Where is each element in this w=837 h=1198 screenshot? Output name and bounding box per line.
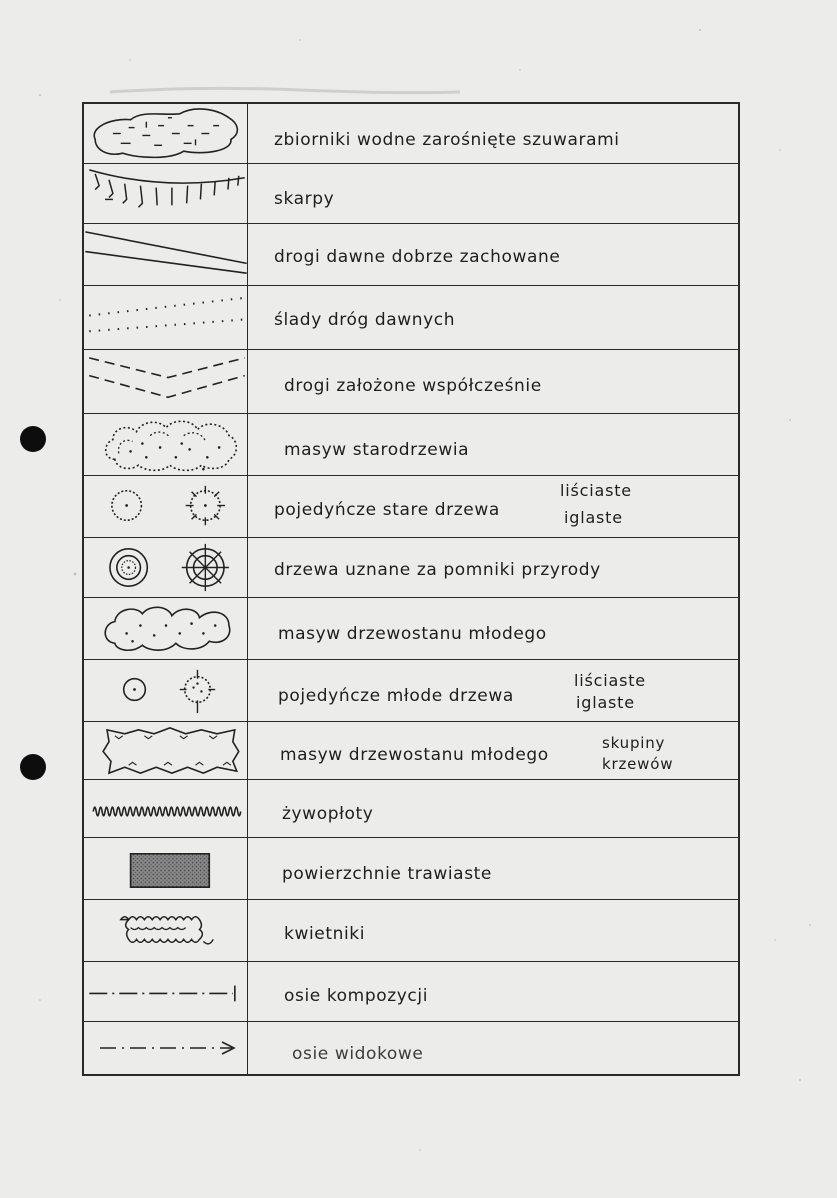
legend-label: powierzchnie trawiaste: [282, 864, 492, 884]
legend-table: [82, 102, 740, 1076]
legend-row: [84, 1022, 738, 1074]
legend-row: [84, 164, 738, 224]
side-label-bottom: iglaste: [564, 508, 623, 527]
legend-row: [84, 224, 738, 286]
legend-label: żywopłoty: [282, 804, 374, 824]
side-label-bottom: iglaste: [576, 693, 635, 712]
monument-trees-icon: [84, 538, 248, 597]
young-tree-stand-icon: [84, 598, 248, 659]
legend-row: [84, 962, 738, 1022]
legend-label: osie widokowe: [292, 1044, 424, 1064]
composition-axis-icon: [84, 962, 248, 1021]
shrub-group-icon: [84, 722, 248, 779]
legend-label: kwietniki: [284, 924, 366, 944]
legend-row: [84, 780, 738, 838]
view-axis-icon: [84, 1022, 248, 1074]
legend-row: [84, 476, 738, 538]
hedge-icon: [84, 780, 248, 837]
old-tree-stand-icon: [84, 414, 248, 475]
punch-hole-bottom: [20, 754, 46, 780]
lawn-icon: [84, 838, 248, 899]
legend-row: [84, 838, 738, 900]
legend-row: [84, 286, 738, 350]
legend-label: skarpy: [274, 189, 335, 209]
single-old-trees-icon: [84, 476, 248, 537]
side-label-top: skupiny: [602, 734, 666, 752]
legend-label: masyw drzewostanu młodego: [278, 624, 547, 644]
legend-label: drogi założone współcześnie: [284, 376, 542, 396]
legend-row: [84, 598, 738, 660]
legend-row: [84, 104, 738, 164]
single-young-trees-icon: [84, 660, 248, 721]
legend-label: masyw starodrzewia: [284, 440, 470, 460]
slope-icon: [84, 164, 248, 223]
legend-label: osie kompozycji: [284, 986, 429, 1006]
legend-row: [84, 660, 738, 722]
flowerbed-icon: [84, 900, 248, 961]
side-label-bottom: krzewów: [602, 755, 674, 773]
legend-label: pojedyńcze stare drzewa: [274, 500, 500, 520]
modern-road-icon: [84, 350, 248, 413]
legend-row: [84, 900, 738, 962]
punch-hole-top: [20, 426, 46, 452]
legend-label: zbiorniki wodne zarośnięte szuwarami: [274, 130, 620, 150]
legend-row: [84, 414, 738, 476]
legend-row: [84, 722, 738, 780]
side-label-top: liściaste: [560, 481, 632, 500]
legend-row: [84, 538, 738, 598]
old-road-icon: [84, 224, 248, 285]
reedy-pond-icon: [84, 104, 248, 163]
legend-label: masyw drzewostanu młodego: [280, 745, 549, 765]
side-label-top: liściaste: [574, 671, 646, 690]
legend-row: [84, 350, 738, 414]
legend-label: drogi dawne dobrze zachowane: [274, 247, 561, 267]
legend-label: ślady dróg dawnych: [274, 310, 456, 330]
legend-label: pojedyńcze młode drzewa: [278, 686, 514, 706]
legend-label: drzewa uznane za pomniki przyrody: [274, 560, 601, 580]
road-traces-icon: [84, 286, 248, 349]
